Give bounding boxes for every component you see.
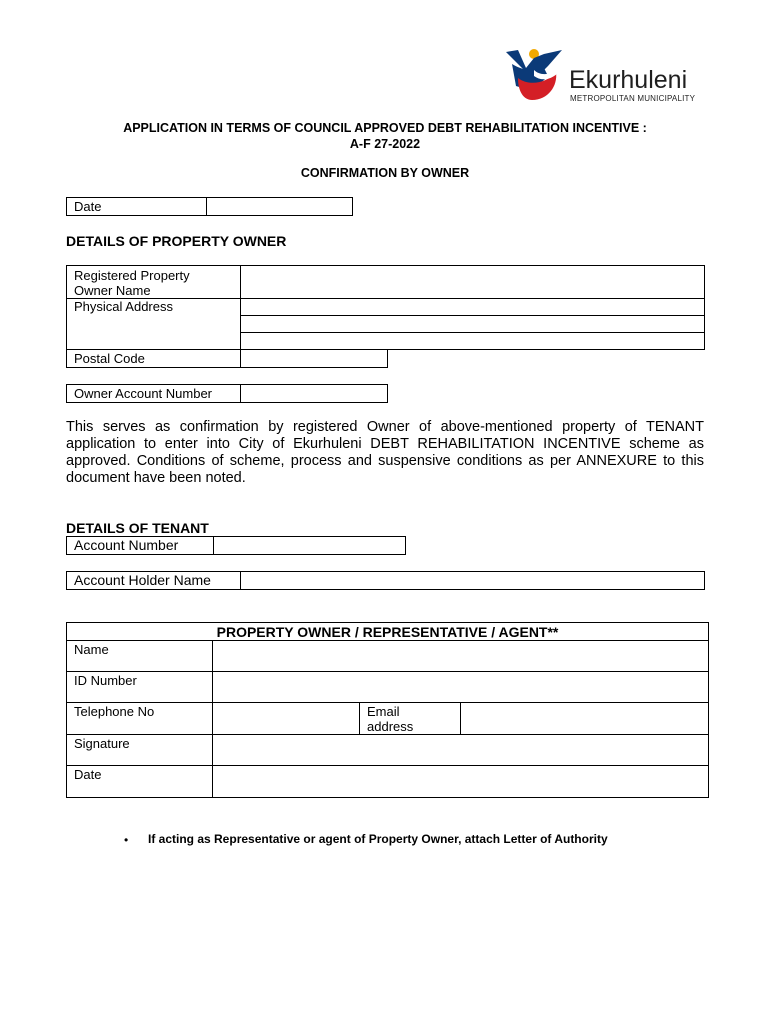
account-holder-input[interactable] xyxy=(240,571,705,590)
representative-heading: PROPERTY OWNER / REPRESENTATIVE / AGENT** xyxy=(216,624,559,640)
owner-section-heading: DETAILS OF PROPERTY OWNER xyxy=(66,233,287,249)
logo-wordmark: Ekurhuleni xyxy=(569,66,688,94)
rep-email-label-cell xyxy=(359,702,461,735)
postal-code-label: Postal Code xyxy=(74,351,145,366)
physical-address-line-3[interactable] xyxy=(240,332,705,350)
rep-signature-label: Signature xyxy=(74,736,130,751)
rep-email-input[interactable] xyxy=(460,702,709,735)
physical-address-label: Physical Address xyxy=(74,299,173,314)
rep-name-input[interactable] xyxy=(212,640,709,672)
owner-account-input[interactable] xyxy=(240,384,388,403)
postal-code-label-cell xyxy=(66,349,241,368)
physical-address-label-cell xyxy=(66,298,241,350)
owner-account-label-cell xyxy=(66,384,241,403)
rep-telephone-label-cell xyxy=(66,702,213,735)
logo-subtitle: METROPOLITAN MUNICIPALITY xyxy=(570,94,696,103)
rep-email-label-2: address xyxy=(367,719,414,734)
postal-code-input[interactable] xyxy=(240,349,388,368)
rep-name-label-cell xyxy=(66,640,213,672)
date-label-cell xyxy=(66,197,207,216)
representative-header-cell xyxy=(66,622,709,641)
rep-date-input[interactable] xyxy=(212,765,709,798)
rep-telephone-input[interactable] xyxy=(212,702,360,735)
rep-email-label-1: Email xyxy=(367,704,400,719)
confirmation-paragraph: This serves as confirmation by registered Owner of above-mentioned property of TENANT application to enter into City of Ekurhuleni DEBT REHABILITATION INCENTIVE scheme as approved. Conditions of scheme, process and suspensive conditions as per ANNEXURE to this document have been noted. xyxy=(66,419,704,486)
form-title-line1: APPLICATION IN TERMS OF COUNCIL APPROVED DEBT REHABILITATION INCENTIVE : xyxy=(123,121,647,135)
rep-date-label-cell xyxy=(66,765,213,798)
form-subtitle: CONFIRMATION BY OWNER xyxy=(300,166,470,180)
ekurhuleni-emblem-icon xyxy=(504,46,566,104)
rep-id-input[interactable] xyxy=(212,671,709,703)
owner-name-label-1: Registered Property xyxy=(74,268,190,283)
owner-name-input[interactable] xyxy=(240,265,705,299)
form-title-line2: A-F 27-2022 xyxy=(349,137,421,151)
owner-name-label-cell xyxy=(66,265,241,299)
owner-account-label: Owner Account Number xyxy=(74,386,213,401)
rep-signature-input[interactable] xyxy=(212,734,709,766)
tenant-account-label-cell xyxy=(66,536,214,555)
logo xyxy=(504,46,704,106)
account-holder-label: Account Holder Name xyxy=(74,572,211,588)
rep-signature-label-cell xyxy=(66,734,213,766)
tenant-account-label: Account Number xyxy=(74,537,179,553)
rep-date-label: Date xyxy=(74,767,102,782)
owner-name-label-2: Owner Name xyxy=(74,283,151,298)
rep-telephone-label: Telephone No xyxy=(74,704,155,719)
footnote-bullet: • xyxy=(124,833,129,847)
account-holder-label-cell xyxy=(66,571,241,590)
date-label: Date xyxy=(74,199,102,214)
tenant-account-input[interactable] xyxy=(213,536,406,555)
physical-address-line-2[interactable] xyxy=(240,315,705,333)
rep-name-label: Name xyxy=(74,642,109,657)
rep-id-label-cell xyxy=(66,671,213,703)
date-input[interactable] xyxy=(206,197,353,216)
rep-id-label: ID Number xyxy=(74,673,137,688)
physical-address-line-1[interactable] xyxy=(240,298,705,316)
footnote-text: If acting as Representative or agent of Property Owner, attach Letter of Authority xyxy=(148,832,608,846)
tenant-section-heading: DETAILS OF TENANT xyxy=(66,520,209,536)
